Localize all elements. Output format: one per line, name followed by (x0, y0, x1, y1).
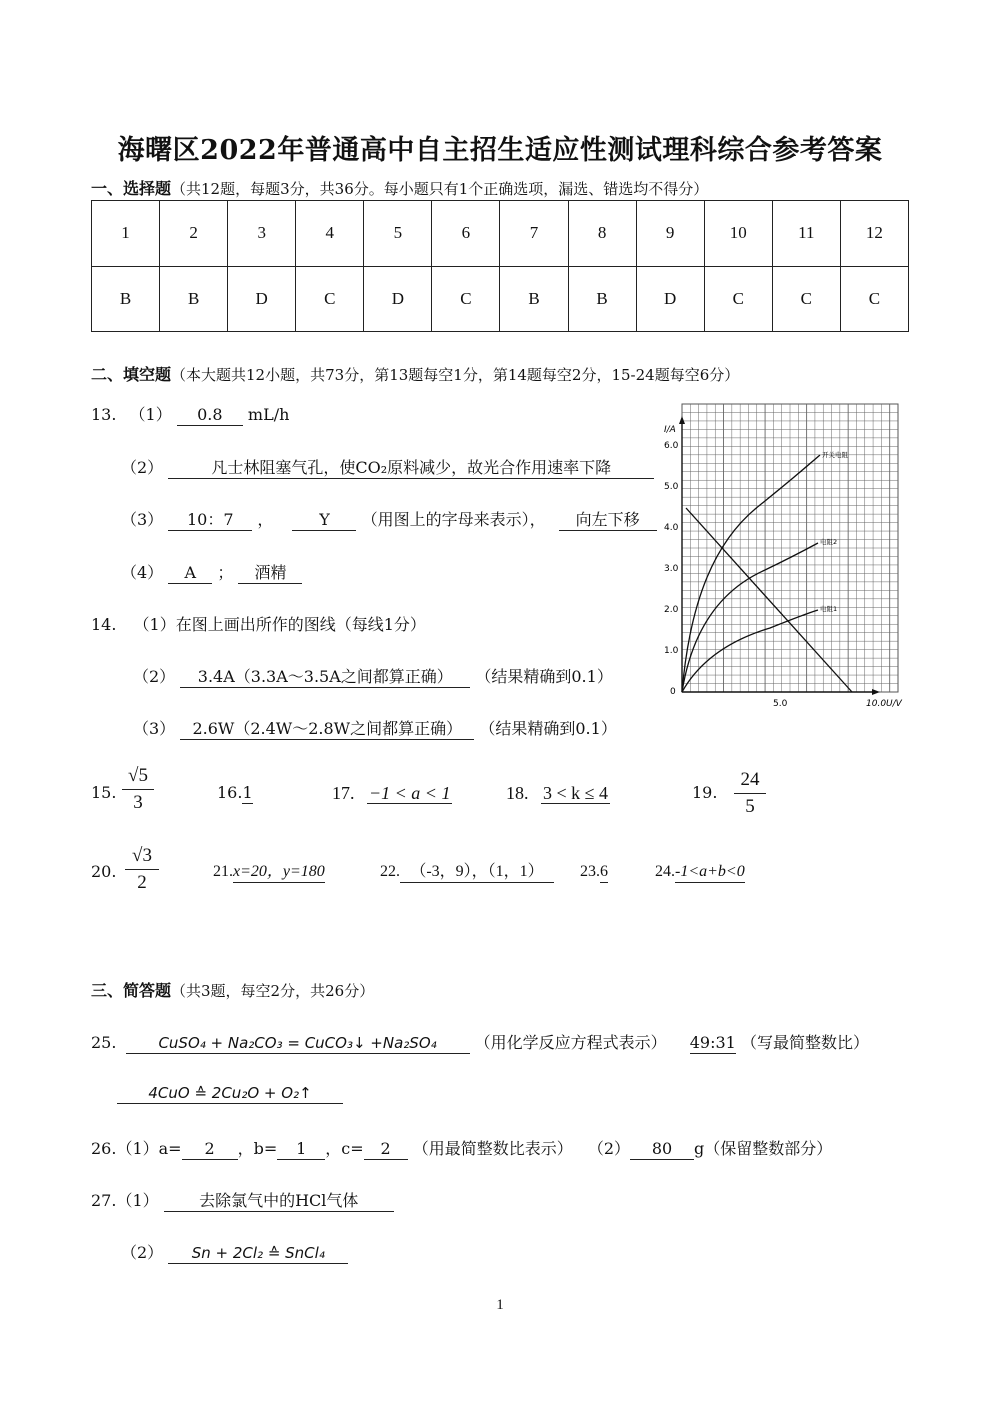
q13-p2-answer: 凡士林阻塞气孔，使CO₂原料减少，故光合作用速率下降 (168, 458, 654, 479)
q14-p3-label: （3） (133, 719, 176, 738)
curve-label: 电阻2 (820, 538, 838, 546)
answer-cell: C (432, 266, 500, 332)
answer-cell: D (228, 266, 296, 332)
section-3-header (91, 978, 374, 1001)
q23-answer: 6 (600, 862, 608, 883)
q27-p1-answer: 去除氯气中的HCl气体 (164, 1191, 394, 1212)
q27-line2 (121, 1240, 348, 1264)
q17-answer: −1 < a < 1 (369, 783, 451, 803)
q13-p3-note: （用图上的字母来表示）， (361, 510, 546, 529)
q23 (580, 862, 608, 883)
q27-p2-answer: Sn + 2Cl₂ ≙ SnCl₄ (168, 1243, 348, 1264)
x-axis-label: 10.0U/V (866, 699, 902, 709)
q26-p2-label: （2） (587, 1139, 631, 1158)
question-number-cell: 8 (568, 201, 636, 267)
y-tick-label: 4.0 (664, 523, 679, 533)
section-3-heading: 三、简答题 (91, 981, 172, 1000)
q20-numerator: √3 (132, 845, 152, 866)
q16 (217, 783, 253, 804)
q14-p1-text: （1）在图上画出所作的图线（每线1分） (133, 615, 426, 634)
q19-denominator: 5 (734, 793, 766, 820)
q26-b-label: ，b= (237, 1139, 278, 1158)
y-tick-label: 1.0 (664, 646, 679, 656)
q21-number: 21. (213, 863, 233, 880)
q13-p4-answer-a: A (168, 563, 212, 584)
q25-equation-2: 4CuO ≙ 2Cu₂O + O₂↑ (117, 1083, 343, 1104)
q23-number: 23. (580, 863, 600, 880)
question-number-cell: 3 (228, 201, 296, 267)
q13-part2 (121, 455, 654, 479)
page-title: 海曙区2022年普通高中自主招生适应性测试理科综合参考答案 (117, 135, 883, 166)
q13-part3 (121, 507, 657, 531)
q19-number: 19. (692, 783, 718, 802)
question-number-cell: 10 (704, 201, 772, 267)
q14-part2 (133, 664, 613, 688)
q15-numerator: √5 (128, 765, 148, 786)
y-tick-label: 5.0 (664, 482, 679, 492)
q16-answer: 1 (242, 783, 253, 802)
q13-p3-answer-b: Y (292, 510, 356, 531)
q20-fraction (125, 843, 159, 896)
q13-p1-unit: mL/h (247, 405, 290, 424)
question-number-cell: 4 (296, 201, 364, 267)
q26-p2-answer: 80 (630, 1139, 694, 1160)
answer-cell: B (568, 266, 636, 332)
q27-p1-label: （1） (116, 1191, 159, 1210)
answer-cell: D (364, 266, 432, 332)
q14-part3 (133, 716, 617, 740)
answer-table-number-row (92, 201, 909, 267)
q14-p2-answer: 3.4A（3.3A～3.5A之间都算正确） (180, 667, 470, 688)
q13-part4 (121, 560, 302, 584)
q27-number: 27. (91, 1191, 117, 1210)
x-axis-arrow (872, 689, 880, 695)
q27-p2-label: （2） (121, 1243, 164, 1262)
answer-cell: C (772, 266, 840, 332)
q14-part1 (91, 612, 426, 635)
q26-answer-c: 2 (364, 1139, 408, 1160)
q13-p4-label: （4） (121, 563, 164, 582)
q26-answer-a: 2 (182, 1139, 238, 1160)
curve-resistor-1 (682, 610, 818, 692)
section-2-header (91, 362, 739, 385)
answer-cell: B (500, 266, 568, 332)
q14-p3-note: （结果精确到0.1） (479, 719, 617, 738)
q26-number: 26. (91, 1139, 117, 1158)
q14-number: 14. (91, 615, 117, 634)
answer-table-answer-row (92, 266, 909, 332)
q25-number: 25. (91, 1033, 117, 1052)
q25-ratio-note: （写最简整数比） (740, 1033, 869, 1052)
q13-part1 (91, 402, 289, 426)
q15-number: 15. (91, 783, 117, 802)
q22-number: 22. (380, 863, 400, 880)
question-number-cell: 12 (840, 201, 908, 267)
q13-p2-label: （2） (121, 458, 164, 477)
q26-p2-unit: g（保留整数部分） (694, 1139, 833, 1158)
q24 (655, 862, 745, 883)
q25-equation-1: CuSO₄ + Na₂CO₃ = CuCO₃↓ +Na₂SO₄ (126, 1033, 470, 1054)
section-2-note: （本大题共12小题，共73分，第13题每空1分，第14题每空2分，15-24题每空6分） (171, 366, 740, 384)
question-number-cell: 1 (92, 201, 160, 267)
q14-p3-answer: 2.6W（2.4W～2.8W之间都算正确） (180, 719, 474, 740)
question-number-cell: 9 (636, 201, 704, 267)
q17 (332, 783, 452, 804)
answer-cell: C (840, 266, 908, 332)
q13-p3-answer-c: 向左下移 (559, 510, 657, 531)
q25-line1 (91, 1030, 869, 1054)
q24-answer: -1<a+b<0 (675, 862, 745, 883)
q19-fraction (734, 767, 766, 820)
section-1-note: （共12题，每题3分，共36分。每小题只有1个正确选项，漏选、错选均不得分） (171, 180, 709, 198)
q18 (506, 783, 610, 804)
q26-c-label: ，c= (325, 1139, 364, 1158)
section-2-heading: 二、填空题 (91, 365, 172, 384)
q26-p1-note: （用最简整数比表示） (412, 1139, 573, 1158)
section-1-header (91, 176, 708, 199)
y-tick-label: 6.0 (664, 441, 679, 451)
graph-grid (682, 404, 898, 692)
q15-denominator: 3 (122, 789, 154, 816)
q21 (213, 862, 325, 883)
curve-label: 开关电阻 (822, 451, 848, 459)
q25-line2 (117, 1083, 343, 1104)
q15-fraction (122, 763, 154, 816)
q14-p2-note: （结果精确到0.1） (475, 667, 613, 686)
question-number-cell: 11 (772, 201, 840, 267)
question-number-cell: 2 (160, 201, 228, 267)
y-tick-label: 2.0 (664, 605, 679, 615)
answer-cell: B (92, 266, 160, 332)
q26-answer-b: 1 (277, 1139, 325, 1160)
q13-number: 13. (91, 405, 117, 424)
q18-answer: 3 < k ≤ 4 (543, 783, 609, 803)
q13-p3-separator: ， (257, 510, 274, 529)
y-axis-label: I/A (664, 425, 676, 435)
q26-line (91, 1136, 832, 1160)
answer-table (91, 200, 909, 332)
q13-p4-answer-b: 酒精 (238, 563, 302, 584)
y-axis-arrow (679, 416, 685, 424)
q27-line1 (91, 1188, 394, 1212)
q21-answer: x=20，y=180 (233, 862, 325, 883)
answer-cell: B (160, 266, 228, 332)
q22-answer: （-3，9），（1，1） (400, 862, 554, 883)
q26-p1-label: （1）a= (116, 1139, 182, 1158)
q13-p3-label: （3） (121, 510, 164, 529)
answer-cell: C (704, 266, 772, 332)
question-number-cell: 7 (500, 201, 568, 267)
q25-equation-1-note: （用化学反应方程式表示） (474, 1033, 667, 1052)
y-tick-label: 3.0 (664, 564, 679, 574)
q13-p1-answer: 0.8 (177, 405, 243, 426)
x-tick-label: 5.0 (773, 699, 788, 709)
question-number-cell: 6 (432, 201, 500, 267)
answer-cell: D (636, 266, 704, 332)
page-number: 1 (496, 1297, 504, 1313)
q13-p1-label: （1） (129, 405, 172, 424)
q13-p4-separator: ； (217, 563, 234, 582)
q25-ratio: 49:31 (689, 1033, 736, 1052)
section-1-heading: 一、选择题 (91, 179, 172, 198)
iv-graph (660, 400, 915, 712)
q14-p2-label: （2） (133, 667, 176, 686)
q19-numerator: 24 (740, 769, 760, 790)
q13-p3-answer-a: 10：7 (168, 510, 252, 531)
q18-number: 18. (506, 783, 529, 803)
curve-label: 电阻1 (820, 605, 838, 613)
q16-number: 16. (217, 783, 243, 802)
q20-number: 20. (91, 862, 117, 881)
q17-number: 17. (332, 783, 355, 803)
q22 (380, 862, 554, 883)
q24-number: 24. (655, 863, 675, 880)
answer-cell: C (296, 266, 364, 332)
q20-denominator: 2 (125, 869, 159, 896)
question-number-cell: 5 (364, 201, 432, 267)
load-line (686, 508, 852, 692)
section-3-note: （共3题，每空2分，共26分） (171, 982, 375, 1000)
y-tick-label: 0 (670, 687, 676, 697)
